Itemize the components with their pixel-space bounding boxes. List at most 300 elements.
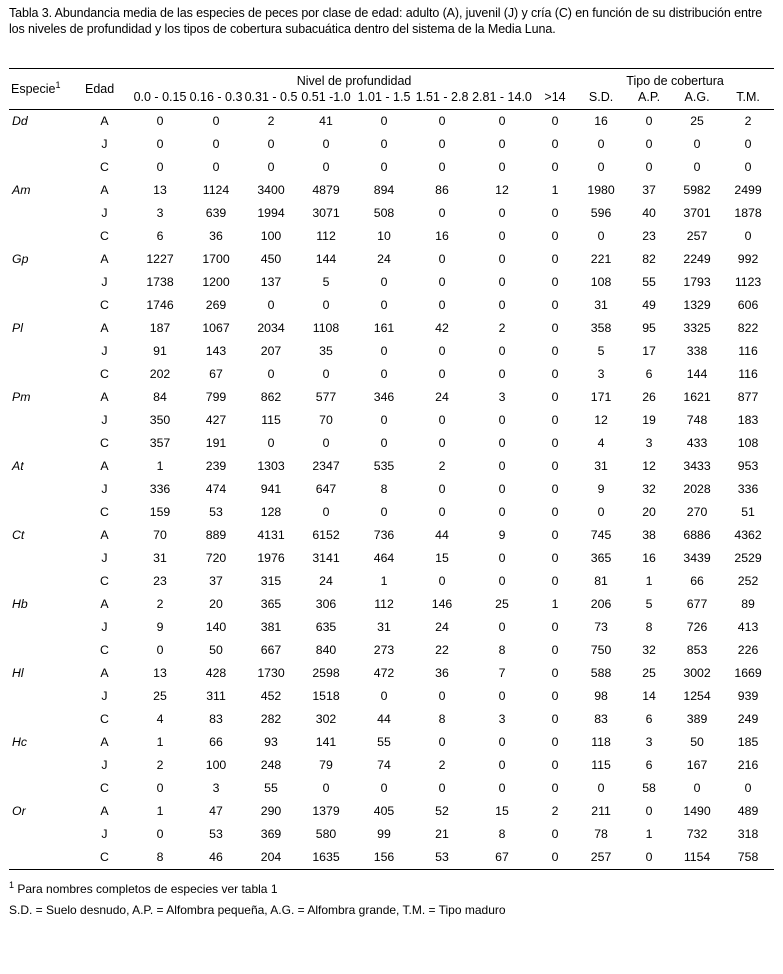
value-cell: 0 (551, 114, 559, 128)
value-cell: 140 (205, 620, 227, 634)
value-cell: 100 (260, 229, 282, 243)
value-cell: 0 (645, 850, 653, 864)
value-cell: 66 (690, 574, 704, 588)
value-cell: 647 (315, 482, 337, 496)
value-cell: 0 (438, 781, 446, 795)
value-cell: 112 (374, 597, 394, 611)
value-cell: 0 (498, 436, 506, 450)
value-cell: 0 (645, 804, 653, 818)
value-cell: 156 (373, 850, 395, 864)
value-cell: 577 (315, 390, 337, 404)
value-cell: 24 (377, 252, 391, 266)
age-cell: C (100, 712, 109, 726)
value-cell: 3433 (683, 459, 711, 473)
value-cell: 81 (594, 574, 608, 588)
species-cell: Hl (12, 666, 24, 680)
value-cell: 0 (212, 137, 220, 151)
value-cell: 318 (737, 827, 759, 841)
value-cell: 535 (373, 459, 395, 473)
value-cell: 0 (498, 574, 506, 588)
value-cell: 2 (498, 321, 506, 335)
table-row (9, 846, 774, 870)
value-cell: 36 (209, 229, 223, 243)
value-cell: 25 (642, 666, 656, 680)
value-cell: 4 (597, 436, 605, 450)
value-cell: 5 (645, 597, 653, 611)
value-cell: 1124 (202, 183, 230, 197)
value-cell: 0 (597, 137, 605, 151)
value-cell: 0 (551, 344, 559, 358)
table-row (9, 409, 774, 432)
value-cell: 1878 (734, 206, 762, 220)
value-cell: 0 (551, 229, 559, 243)
age-cell: C (100, 229, 109, 243)
value-cell: 639 (205, 206, 227, 220)
value-cell: 98 (594, 689, 608, 703)
value-cell: 0 (551, 505, 559, 519)
table-row (9, 294, 774, 317)
value-cell: 49 (642, 298, 656, 312)
value-cell: 1379 (312, 804, 340, 818)
table-row (9, 547, 774, 570)
value-cell: 36 (435, 666, 449, 680)
value-cell: 239 (205, 459, 227, 473)
value-cell: 0 (267, 367, 275, 381)
value-cell: 1123 (734, 275, 762, 289)
value-cell: 0 (438, 137, 446, 151)
table-row (9, 662, 774, 685)
value-cell: 24 (435, 620, 449, 634)
value-cell: 3400 (257, 183, 285, 197)
value-cell: 580 (315, 827, 337, 841)
value-cell: 0 (498, 206, 506, 220)
value-cell: 74 (377, 758, 391, 772)
value-cell: 2028 (683, 482, 711, 496)
value-cell: 83 (209, 712, 223, 726)
value-cell: 315 (260, 574, 282, 588)
table-row (9, 524, 774, 547)
value-cell: 0 (498, 229, 506, 243)
value-cell: 0 (744, 160, 752, 174)
value-cell: 2249 (683, 252, 711, 266)
value-cell: 1 (156, 735, 164, 749)
value-cell: 3325 (683, 321, 711, 335)
value-cell: 0 (693, 137, 701, 151)
species-cell (9, 639, 77, 662)
age-cell: J (101, 413, 108, 427)
age-cell: A (100, 183, 109, 197)
cover-col-header: A.G. (672, 89, 722, 110)
value-cell: 508 (373, 206, 395, 220)
value-cell: 0 (744, 229, 752, 243)
value-cell: 732 (686, 827, 708, 841)
value-cell: 306 (315, 597, 337, 611)
value-cell: 167 (686, 758, 708, 772)
value-cell: 0 (551, 574, 559, 588)
value-cell: 0 (322, 160, 330, 174)
species-cell (9, 708, 77, 731)
value-cell: 40 (642, 206, 656, 220)
value-cell: 0 (498, 114, 506, 128)
value-cell: 0 (267, 160, 275, 174)
value-cell: 0 (498, 252, 506, 266)
value-cell: 146 (431, 597, 453, 611)
value-cell: 0 (380, 114, 388, 128)
value-cell: 677 (686, 597, 708, 611)
table-row (9, 570, 774, 593)
value-cell: 3 (498, 712, 506, 726)
value-cell: 0 (438, 505, 446, 519)
value-cell: 38 (642, 528, 656, 542)
value-cell: 336 (149, 482, 171, 496)
value-cell: 12 (594, 413, 608, 427)
value-cell: 1730 (257, 666, 285, 680)
age-cell: J (101, 137, 108, 151)
abundance-table (9, 68, 774, 870)
value-cell: 0 (267, 298, 275, 312)
age-cell: C (100, 574, 109, 588)
table-row (9, 156, 774, 179)
value-cell: 1227 (146, 252, 174, 266)
value-cell: 0 (551, 551, 559, 565)
value-cell: 4879 (312, 183, 340, 197)
value-cell: 1 (551, 183, 559, 197)
value-cell: 44 (377, 712, 391, 726)
value-cell: 0 (645, 137, 653, 151)
depth-col-header: 0.0 - 0.15 (132, 89, 188, 110)
value-cell: 433 (686, 436, 708, 450)
value-cell: 0 (156, 160, 164, 174)
value-cell: 159 (149, 505, 171, 519)
value-cell: 8 (380, 482, 388, 496)
value-cell: 0 (551, 712, 559, 726)
table-caption: Tabla 3. Abundancia media de las especies de peces por clase de edad: adulto (A), juvenil (J) y cría (C) en función de su distribución entre los niveles de profundidad y los tipos de cobertura subacuática dentro del sistema de la Media Luna. (9, 6, 763, 37)
value-cell: 302 (315, 712, 337, 726)
depth-col-header: 1.51 - 2.8 (414, 89, 470, 110)
value-cell: 0 (744, 137, 752, 151)
value-cell: 24 (319, 574, 333, 588)
species-cell (9, 409, 77, 432)
value-cell: 8 (438, 712, 446, 726)
value-cell: 99 (377, 827, 391, 841)
value-cell: 23 (153, 574, 167, 588)
value-cell: 70 (319, 413, 333, 427)
value-cell: 0 (380, 436, 388, 450)
value-cell: 9 (156, 620, 164, 634)
value-cell: 0 (551, 482, 559, 496)
value-cell: 750 (590, 643, 612, 657)
value-cell: 221 (590, 252, 612, 266)
value-cell: 0 (551, 758, 559, 772)
value-cell: 939 (737, 689, 759, 703)
species-header-label: Especie (11, 82, 56, 97)
value-cell: 0 (551, 413, 559, 427)
species-cell (9, 823, 77, 846)
value-cell: 1154 (683, 850, 711, 864)
value-cell: 2598 (312, 666, 340, 680)
value-cell: 748 (686, 413, 708, 427)
age-cell: C (100, 505, 109, 519)
value-cell: 3 (645, 436, 653, 450)
value-cell: 877 (737, 390, 759, 404)
value-cell: 2347 (312, 459, 340, 473)
value-cell: 25 (495, 597, 509, 611)
value-cell: 0 (156, 643, 164, 657)
value-cell: 0 (645, 114, 653, 128)
value-cell: 1 (645, 827, 653, 841)
table-row (9, 501, 774, 524)
table-row (9, 455, 774, 478)
value-cell: 66 (209, 735, 223, 749)
value-cell: 0 (645, 160, 653, 174)
value-cell: 1994 (257, 206, 285, 220)
value-cell: 596 (590, 206, 612, 220)
value-cell: 0 (212, 160, 220, 174)
value-cell: 226 (737, 643, 759, 657)
value-cell: 0 (380, 689, 388, 703)
species-cell (9, 754, 77, 777)
value-cell: 3141 (312, 551, 340, 565)
value-cell: 79 (319, 758, 333, 772)
value-cell: 31 (377, 620, 391, 634)
value-cell: 249 (737, 712, 759, 726)
value-cell: 0 (551, 666, 559, 680)
age-cell: J (101, 344, 108, 358)
value-cell: 0 (438, 436, 446, 450)
value-cell: 206 (590, 597, 612, 611)
value-cell: 0 (322, 781, 330, 795)
value-cell: 0 (438, 275, 446, 289)
species-cell: Gp (12, 252, 29, 266)
age-cell: A (100, 252, 109, 266)
species-cell: Ct (12, 528, 25, 542)
value-cell: 31 (594, 298, 608, 312)
value-cell: 953 (737, 459, 759, 473)
value-cell: 21 (435, 827, 449, 841)
value-cell: 338 (686, 344, 708, 358)
value-cell: 37 (642, 183, 656, 197)
table-row (9, 432, 774, 455)
value-cell: 0 (551, 850, 559, 864)
value-cell: 23 (642, 229, 656, 243)
age-cell: A (100, 735, 109, 749)
value-cell: 269 (205, 298, 227, 312)
value-cell: 1490 (683, 804, 711, 818)
value-cell: 0 (744, 781, 752, 795)
value-cell: 822 (737, 321, 759, 335)
value-cell: 3 (645, 735, 653, 749)
species-cell (9, 225, 77, 248)
table-row (9, 478, 774, 501)
value-cell: 0 (322, 298, 330, 312)
value-cell: 358 (590, 321, 612, 335)
value-cell: 0 (551, 275, 559, 289)
value-cell: 257 (686, 229, 708, 243)
value-cell: 3 (498, 390, 506, 404)
value-cell: 6 (156, 229, 164, 243)
value-cell: 20 (642, 505, 656, 519)
value-cell: 171 (590, 390, 612, 404)
value-cell: 24 (435, 390, 449, 404)
value-cell: 8 (498, 827, 506, 841)
table-body (9, 109, 774, 869)
value-cell: 15 (495, 804, 509, 818)
age-cell: J (101, 620, 108, 634)
value-cell: 185 (737, 735, 759, 749)
value-cell: 115 (261, 413, 281, 427)
value-cell: 53 (209, 827, 223, 841)
value-cell: 0 (597, 229, 605, 243)
value-cell: 20 (209, 597, 223, 611)
value-cell: 0 (380, 781, 388, 795)
value-cell: 0 (267, 436, 275, 450)
value-cell: 2 (744, 114, 752, 128)
age-cell: A (100, 666, 109, 680)
value-cell: 5 (322, 275, 330, 289)
value-cell: 67 (209, 367, 223, 381)
value-cell: 3701 (683, 206, 711, 220)
value-cell: 1 (156, 459, 164, 473)
value-cell: 0 (597, 160, 605, 174)
species-cell (9, 363, 77, 386)
value-cell: 2499 (734, 183, 762, 197)
value-cell: 82 (642, 252, 656, 266)
depth-col-header: >14 (534, 89, 576, 110)
value-cell: 2 (156, 758, 164, 772)
age-cell: A (100, 459, 109, 473)
table-header (9, 68, 774, 109)
value-cell: 95 (642, 321, 656, 335)
value-cell: 357 (149, 436, 171, 450)
value-cell: 70 (153, 528, 167, 542)
value-cell: 248 (260, 758, 282, 772)
species-cell (9, 271, 77, 294)
value-cell: 257 (590, 850, 612, 864)
table-row (9, 133, 774, 156)
table-row (9, 593, 774, 616)
value-cell: 6152 (312, 528, 340, 542)
value-cell: 26 (642, 390, 656, 404)
table-row (9, 271, 774, 294)
value-cell: 0 (498, 413, 506, 427)
value-cell: 116 (738, 367, 758, 381)
value-cell: 758 (737, 850, 759, 864)
value-cell: 9 (597, 482, 605, 496)
value-cell: 606 (737, 298, 759, 312)
value-cell: 745 (590, 528, 612, 542)
table-row (9, 248, 774, 271)
table-row (9, 616, 774, 639)
value-cell: 1621 (683, 390, 711, 404)
value-cell: 1 (380, 574, 388, 588)
value-cell: 0 (438, 114, 446, 128)
species-cell (9, 685, 77, 708)
value-cell: 273 (373, 643, 395, 657)
value-cell: 0 (498, 551, 506, 565)
value-cell: 84 (153, 390, 167, 404)
table-row (9, 685, 774, 708)
species-cell: Pm (12, 390, 31, 404)
value-cell: 405 (373, 804, 395, 818)
value-cell: 472 (373, 666, 395, 680)
footnotes (9, 879, 774, 920)
value-cell: 143 (205, 344, 227, 358)
table-row (9, 225, 774, 248)
value-cell: 0 (438, 252, 446, 266)
age-cell: A (100, 390, 109, 404)
value-cell: 0 (498, 298, 506, 312)
value-cell: 3 (156, 206, 164, 220)
value-cell: 0 (380, 275, 388, 289)
value-cell: 0 (438, 574, 446, 588)
value-cell: 44 (435, 528, 449, 542)
value-cell: 0 (551, 459, 559, 473)
species-cell: At (12, 459, 24, 473)
value-cell: 0 (551, 620, 559, 634)
value-cell: 0 (693, 160, 701, 174)
value-cell: 83 (594, 712, 608, 726)
value-cell: 93 (264, 735, 278, 749)
value-cell: 17 (642, 344, 656, 358)
age-cell: J (101, 482, 108, 496)
table-row (9, 708, 774, 731)
age-cell: C (100, 643, 109, 657)
value-cell: 6 (645, 712, 653, 726)
value-cell: 8 (156, 850, 164, 864)
footnote-species (9, 879, 774, 898)
value-cell: 100 (205, 758, 227, 772)
value-cell: 0 (498, 689, 506, 703)
table-row (9, 386, 774, 409)
value-cell: 1 (551, 597, 559, 611)
table-row (9, 340, 774, 363)
value-cell: 16 (594, 114, 608, 128)
value-cell: 0 (380, 160, 388, 174)
species-cell (9, 340, 77, 363)
value-cell: 1976 (257, 551, 285, 565)
value-cell: 91 (153, 344, 167, 358)
value-cell: 37 (209, 574, 223, 588)
value-cell: 4 (156, 712, 164, 726)
value-cell: 941 (260, 482, 282, 496)
value-cell: 116 (738, 344, 758, 358)
value-cell: 427 (205, 413, 227, 427)
value-cell: 0 (551, 137, 559, 151)
age-cell: A (100, 321, 109, 335)
value-cell: 0 (498, 367, 506, 381)
value-cell: 19 (642, 413, 656, 427)
value-cell: 10 (377, 229, 391, 243)
value-cell: 0 (551, 390, 559, 404)
value-cell: 32 (642, 643, 656, 657)
value-cell: 0 (551, 206, 559, 220)
value-cell: 0 (498, 459, 506, 473)
value-cell: 0 (322, 367, 330, 381)
table-row (9, 777, 774, 800)
value-cell: 889 (205, 528, 227, 542)
value-cell: 0 (438, 689, 446, 703)
depth-col-header: 0.16 - 0.3 (188, 89, 244, 110)
value-cell: 211 (591, 804, 611, 818)
cover-group-header: Tipo de cobertura (626, 73, 724, 88)
value-cell: 8 (498, 643, 506, 657)
value-cell: 1254 (683, 689, 711, 703)
value-cell: 3 (597, 367, 605, 381)
value-cell: 13 (153, 666, 167, 680)
depth-group-header: Nivel de profundidad (296, 73, 412, 88)
species-cell (9, 777, 77, 800)
value-cell: 16 (642, 551, 656, 565)
